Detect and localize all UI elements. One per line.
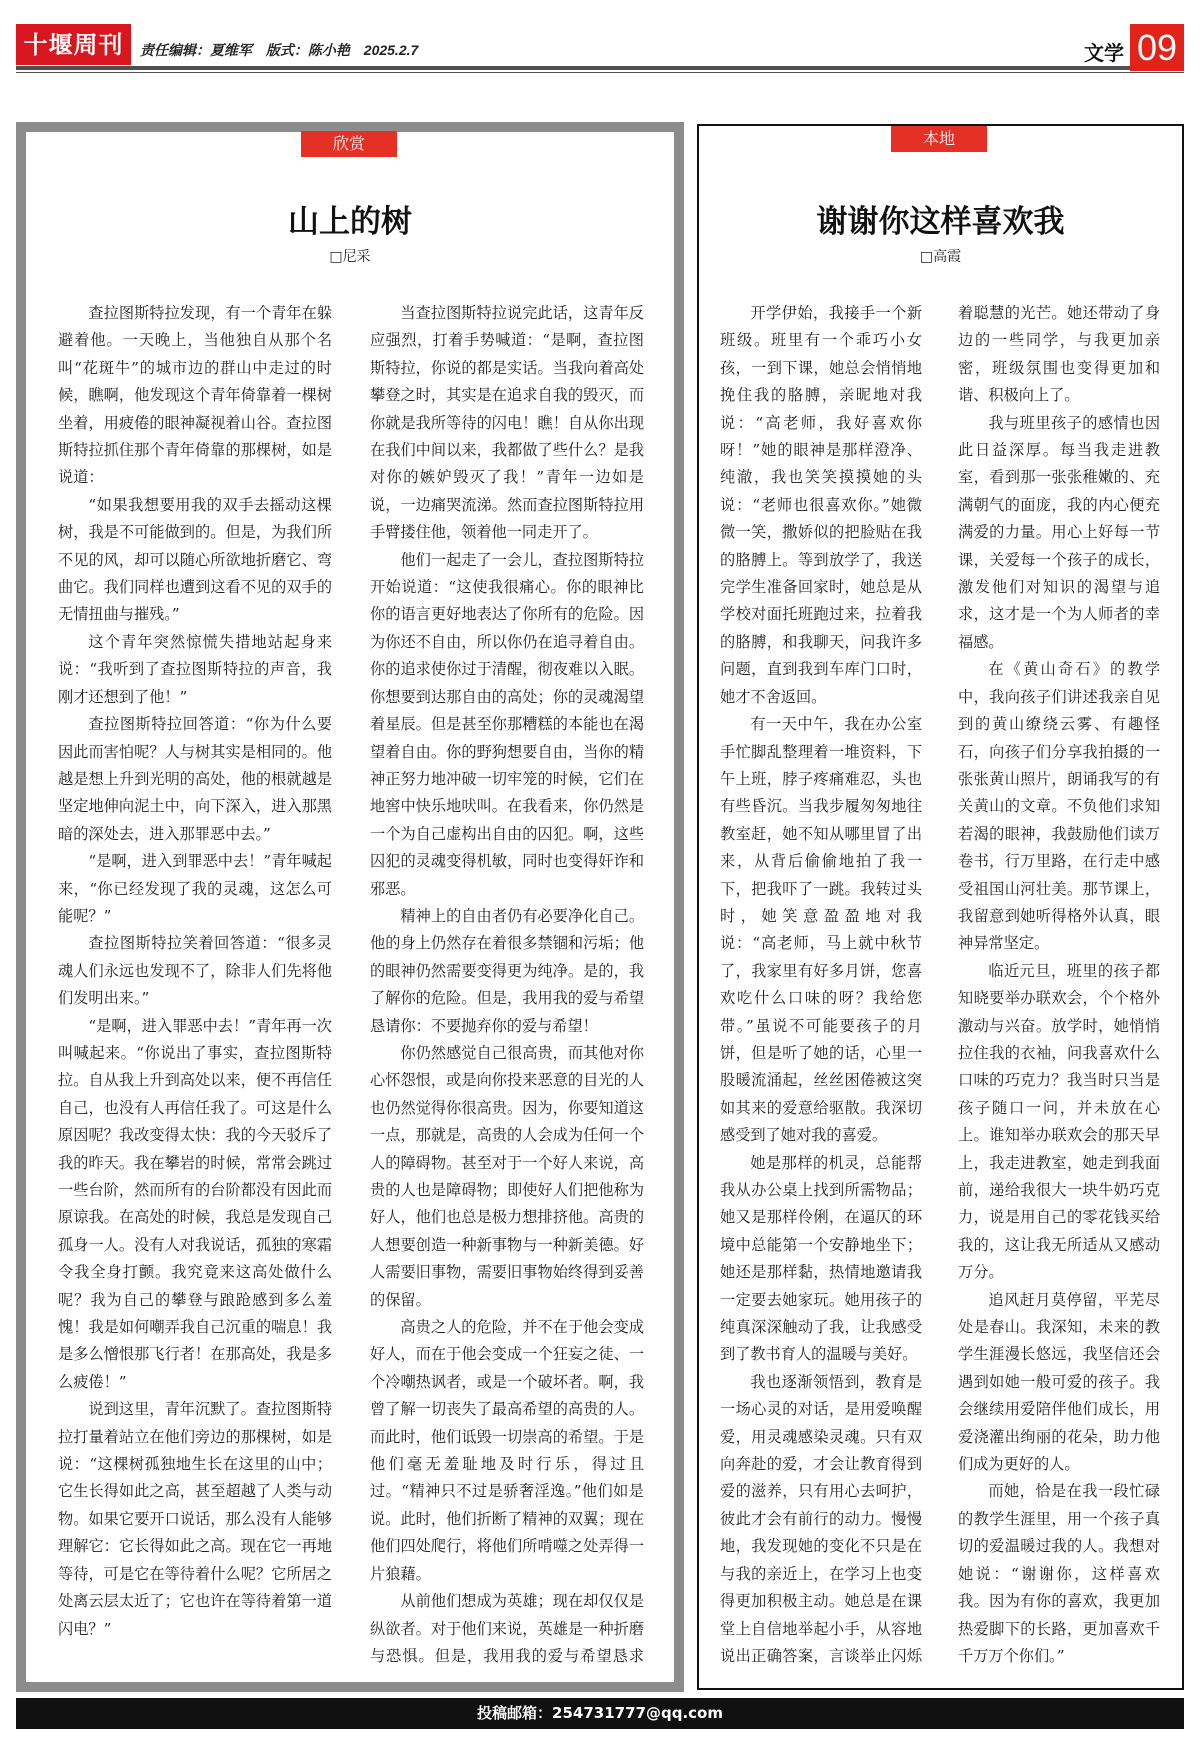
- paragraph: 而她，恰是在我一段忙碌的教学生涯里，用一个孩子真切的爱温暖过我的人。我想对她说：“谢谢你，这样喜欢我。因为有你的喜欢，我更加热爱脚下的长路，更加喜欢千千万万个你们。”: [958, 1482, 1160, 1665]
- page-number: 09: [1130, 24, 1184, 71]
- paragraph: 当查拉图斯特拉说完此话，这青年反应强烈，打着手势喊道：“是啊，查拉图斯特拉，你说的都是实话。当我向着高处攀登之时，其实是在追求自我的毁灭，而你就是我所等待的闪电！瞧！自从你出现在我们中间以来，我都做了些什么？是我对你的嫉妒毁灭了我！”青年一边如是说，一边痛哭流涕。然而查拉图斯特拉用手臂搂住他，领着他一同走开了。: [370, 304, 644, 542]
- right-article-author: □高霞: [919, 249, 962, 265]
- paragraph: 说到这里，青年沉默了。查拉图斯特拉打量着站立在他们旁边的那棵树，如是说：“这棵树孤独地生长在这里的山中；它生长得如此之高，甚至超越了人类与动物。如果它要开口说话，那么没有人能够理解它：它长得如此之高。现在它一再地等待，可是它在等待着什么呢？它所居之处离云层太近了；它也许在等待着第一道闪电？”: [58, 1400, 332, 1638]
- right-article-body: [720, 300, 1160, 1678]
- paragraph: 临近元旦，班里的孩子都知晓要举办联欢会，个个格外激动与兴奋。放学时，她悄悄拉住我的衣袖，问我喜欢什么口味的巧克力？我当时只当是孩子随口一问，并未放在心上。谁知举办联欢会的那天早上，我走进教室，她走到我面前，递给我很大一块牛奶巧克力，说是用自己的零花钱买给我的，这让我无所适从又感动万分。: [958, 961, 1160, 1282]
- layout-credit: 版式：陈小艳: [265, 42, 350, 58]
- paragraph: 她是那样的机灵，总能帮我从办公桌上找到所需物品；她又是那样伶俐，在逼仄的环境中总能第一个安静地坐下；她还是那样黏，热情地邀请我一定要去她家玩。她用孩子的纯真深深触动了我，让我感受到了教书育人的温暖与美好。: [720, 1153, 922, 1364]
- left-article-title: 山上的树: [288, 204, 412, 240]
- paragraph: 开学伊始，我接手一个新班级。班里有一个乖巧小女孩，一到下课，她总会悄悄地挽住我的胳膊，亲昵地对我说：“高老师，我好喜欢你呀！”她的眼神是那样澄净、纯澈，我也笑笑摸摸她的头说：“老师也很喜欢你。”她微微一笑，撒娇似的把脸贴在我的胳膊上。等到放学了，我送完学生准备回家时，她总是从学校对面托班跑过来，拉着我的胳膊，和我聊天，问我许多问题，直到我到车库门口时，她才不舍返回。: [720, 304, 922, 706]
- paragraph: 在《黄山奇石》的教学中，我向孩子们讲述我亲自见到的黄山缭绕云雾、有趣怪石，向孩子们分享我拍摄的一张张黄山照片，朗诵我写的有关黄山的文章。不负他们求知若渴的眼神，我鼓励他们读万卷书，行万里路，在行走中感受祖国山河壮美。那节课上，我留意到她听得格外认真，眼神异常坚定。: [958, 660, 1160, 953]
- paragraph: 有一天中午，我在办公室手忙脚乱整理着一堆资料，下午上班，脖子疼痛难忍，头也有些昏沉。当我步履匆匆地往教室赶，她不知从哪里冒了出来，从背后偷偷地拍了我一下，把我吓了一跳。我转过头时，她笑意盈盈地对我说：“高老师，马上就中秋节了，我家里有好多月饼，您喜欢吃什么口味的呀？我给您带。”虽说不可能要孩子的月饼，但是听了她的话，心里一股暖流涌起，丝丝困倦被这突如其来的爱意给驱散。我深切感受到了她对我的喜爱。: [720, 715, 922, 1145]
- paragraph: 我与班里孩子的感情也因此日益深厚。每当我走进教室，看到那一张张稚嫩的、充满朝气的面庞，我的内心便充满爱的力量。用心上好每一节课，关爱每一个孩子的成长，激发他们对知识的渴望与追求，这才是一个为人师者的幸福感。: [958, 413, 1160, 651]
- editorial-credits: [140, 40, 428, 60]
- left-article-author: □尼采: [329, 249, 371, 265]
- paragraph: 追风赶月莫停留，平芜尽处是春山。我深知，未来的教学生涯漫长悠远，我坚信还会遇到如她一般可爱的孩子。我会继续用爱陪伴他们成长，用爱浇灌出绚丽的花朵，助力他们成为更好的人。: [958, 1290, 1160, 1474]
- paragraph: 精神上的自由者仍有必要净化自己。他的身上仍然存在着很多禁锢和污垢；他的眼神仍然需要变得更为纯净。是的，我了解你的危险。但是，我用我的爱与希望恳请你：不要抛弃你的爱与希望！: [370, 906, 644, 1035]
- paragraph: 你仍然感觉自己很高贵，而其他对你心怀怨恨，或是向你投来恶意的目光的人也仍然觉得你很高贵。因为，你要知道这一点，那就是，高贵的人会成为任何一个人的障碍物。甚至对于一个好人来说，高贵的人也是障碍物；即使好人们把他称为好人，他们也总是极力想排挤他。高贵的人想要创造一种新事物与一种新美德。好人需要旧事物，需要旧事物始终得到妥善的保留。: [370, 1043, 644, 1309]
- paragraph: 他们一起走了一会儿，查拉图斯特拉开始说道：“这使我很痛心。你的眼神比你的语言更好地表达了你所有的危险。因为你还不自由，所以你仍在追寻着自由。你的追求使你过于清醒，彻夜难以入眠。你想要到达那自由的高处；你的灵魂渴望着星辰。但是甚至你那糟糕的本能也在渴望着自由。你的野狗想要自由，当你的精神正努力地冲破一切牢笼的时候，它们在地窖中快乐地吠叫。在我看来，你仍然是一个为自己虚构出自由的囚犯。啊，这些囚犯的灵魂变得机敏，同时也变得奸诈和邪恶。: [370, 550, 644, 898]
- submission-email-bar: 投稿邮箱：254731777@qq.com: [16, 1698, 1184, 1729]
- section-name: 文学: [1084, 41, 1124, 65]
- paragraph: “如果我想要用我的双手去摇动这棵树，我是不可能做到的。但是，为我们所不见的风，却可以随心所欲地折磨它、弯曲它。我们同样也遭到这看不见的双手的无情扭曲与摧残。”: [58, 495, 332, 624]
- paragraph: 高贵之人的危险，并不在于他会变成好人，而在于他会变成一个狂妄之徒、一个冷嘲热讽者，或是一个破坏者。啊，我曾了解一切丧失了最高希望的高贵的人。而此时，他们诋毁一切崇高的希望。于是他们毫无羞耻地及时行乐，得过且过。“精神只不过是骄奢淫逸。”他们如是说。此时，他们折断了精神的双翼；现在他们四处爬行，将他们所啃噬之处弄得一片狼藉。: [370, 1318, 644, 1583]
- header-rule-thin: [16, 72, 1184, 73]
- paragraph: 从前他们想成为英雄；现在却仅仅是纵欲者。对于他们来说，英雄是一种折磨与恐惧。但是，我用我的爱与希望恳求: [370, 1592, 644, 1665]
- header-rule: [16, 66, 1184, 70]
- paragraph: “是啊，进入到罪恶中去！”青年喊起来，“你已经发现了我的灵魂，这怎么可能呢？”: [58, 852, 332, 925]
- masthead-logo: 十堰周刊: [16, 24, 131, 65]
- paragraph: 这个青年突然惊慌失措地站起身来说：“我听到了查拉图斯特拉的声音，我刚才还想到了他！”: [58, 632, 332, 706]
- paragraph: 我也逐渐领悟到，教育是一场心灵的对话，是用爱唤醒爱，用灵魂感染灵魂。只有双向奔赴的爱，才会让教育得到爱的滋养，只有用心去呵护，彼此才会有前行的动力。慢慢地，我发现她的变化不只是在与我的亲近上，在学习上也变得更加积极主动。她总是在课堂上自信地举起小手，从容地说出正确答案，言谈举止闪烁着聪慧的光芒。她还带动了身边的一些同学，与我更加亲密，班级氛围也变得更加和谐、积极向上了。: [720, 304, 1160, 1665]
- paragraph: 查拉图斯特拉发现，有一个青年在躲避着他。一天晚上，当他独自从那个名叫“花斑牛”的城市边的群山中走过的时候，瞧啊，他发现这个青年倚靠着一棵树坐着，用疲倦的眼神凝视着山谷。查拉图斯特拉抓住那个青年倚靠的那棵树，如是说道：: [58, 304, 332, 487]
- editor-credit: 责任编辑：夏维军: [140, 42, 252, 58]
- left-article-body: [58, 300, 644, 1678]
- right-article-title: 谢谢你这样喜欢我: [816, 204, 1065, 240]
- issue-date: 2025.2.7: [363, 42, 419, 58]
- paragraph: 查拉图斯特拉笑着回答道：“很多灵魂人们永远也发现不了，除非人们先将他们发明出来。”: [58, 934, 332, 1008]
- right-article-tag: 本地: [891, 126, 987, 152]
- paragraph: “是啊，进入罪恶中去！”青年再一次叫喊起来。“你说出了事实，查拉图斯特拉。自从我上升到高处以来，便不再信任自己，也没有人再信任我了。可这是什么原因呢？我改变得太快：我的今天驳斥了我的昨天。我在攀岩的时候，常常会跳过一些台阶，然而所有的台阶都没有因此而原谅我。在高处的时候，我总是发现自己孤身一人。没有人对我说话，孤独的寒霜令我全身打颤。我究竟来这高处做什么呢？我为自己的攀登与踉跄感到多么羞愧！我是如何嘲弄我自己沉重的喘息！我是多么憎恨那飞行者！在那高处，我是多么疲倦！”: [58, 1016, 332, 1391]
- paragraph: 查拉图斯特拉回答道：“你为什么要因此而害怕呢？人与树其实是相同的。他越是想上升到光明的高处，他的根就越是坚定地伸向泥土中，向下深入，进入那黑暗的深处去，进入那罪恶中去。”: [58, 715, 332, 843]
- left-article-tag: 欣赏: [301, 131, 397, 157]
